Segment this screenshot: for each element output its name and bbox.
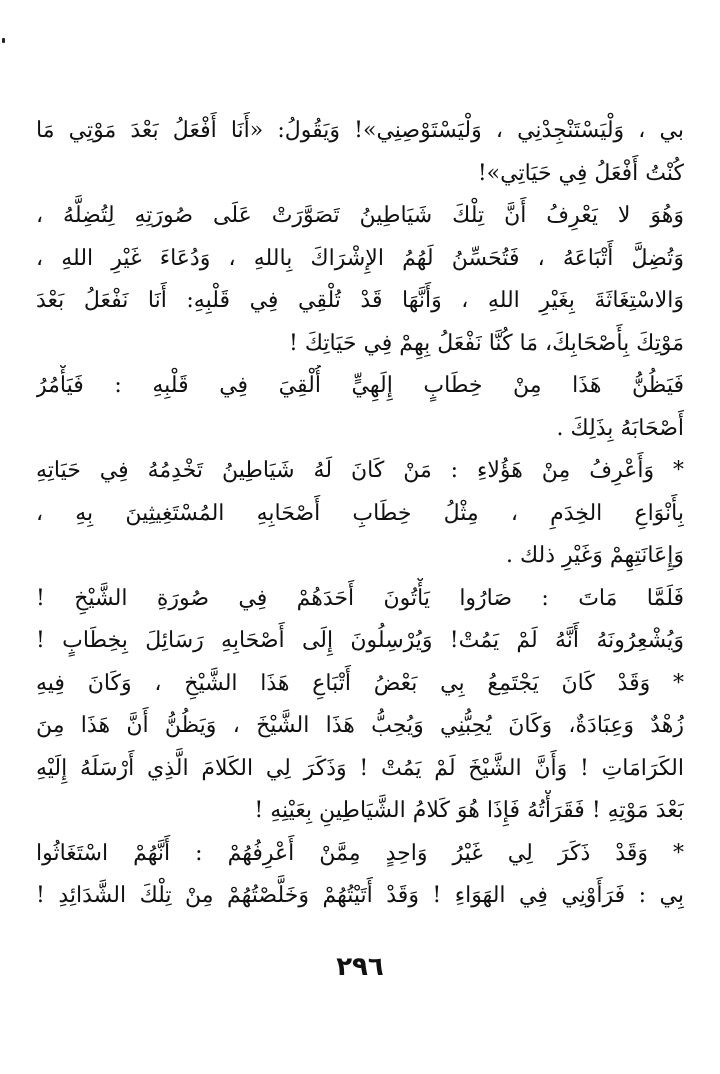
text-line: بي ، وَلْيَسْتَنْجِدْنِي ، وَلْيَسْتَوْصِنِي»! وَيَقُولُ: «أَنَا أَفْعَلُ بَعْدَ مَوْتِي مَا [36, 118, 684, 143]
text-line: أَصْحَابَهُ بِذَلِكَ . [556, 415, 684, 441]
text-line: بِأَنْوَاعِ الخِدَمِ ، مِثْلُ خِطَابِ أَصْحَابِهِ المُسْتَغِيثِينَ بِهِ ، [36, 500, 684, 526]
text-line: وَإِعَانَتِهِمْ وَغَيْرِ ذلك . [505, 543, 684, 568]
text-line: * وَأَعْرِفُ مِنْ هَؤُلاءِ : مَنْ كَانَ لَهُ شَيَاطِينُ تَخْدِمُهُ فِي حَيَاتِهِ [36, 458, 684, 483]
text-line: وَالاسْتِغَاثَةَ بِغَيْرِ اللهِ ، وَأَنَّهَا قَدْ تُلْقِي فِي قَلْبِهِ: أَنَا نَفْعَلُ بَعْدَ [36, 288, 684, 313]
text-line: مَوْتِكَ بِأَصْحَابِكَ، مَا كُنَّا نَفْعَلُ بِهِمْ فِي حَيَاتِكَ ! [289, 330, 684, 356]
text-line: فَيَظُنُّ هَذَا مِنْ خِطَابٍ إِلَهِيٍّ أُلْقِيَ فِي قَلْبِهِ : فَيَأْمُرُ [36, 373, 684, 398]
text-line: * وَقَدْ كَانَ يَجْتَمِعُ بِي بَعْضُ أَتْبَاعِ هَذَا الشَّيْخِ ، وَكَانَ فِيهِ [36, 670, 684, 696]
text-line: وَتُضِلَّ أَتْبَاعَهُ ، فَتُحَسِّنُ لَهُمُ الإِشْرَاكَ بِاللهِ ، وَدُعَاءَ غَيْرِ اللهِ ، [36, 245, 684, 271]
text-line: الكَرَامَاتِ ! وَأَنَّ الشَّيْخَ لَمْ يَمُتْ ! وَذَكَرَ لِي الكَلامَ الَّذِي أَرْسَلَهُ إِلَيْهِ [36, 755, 684, 781]
text-line: زُهْدٌ وَعِبَادَةٌ، وَكَانَ يُحِبُّنِي وَيُحِبُّ هَذَا الشَّيْخَ ، وَيَظُنُّ أَنَّ هَذَا مِنَ [36, 713, 684, 738]
text-line: وَيُشْعِرُونَهُ أَنَّهُ لَمْ يَمُتْ! وَيُرْسِلُونَ إِلَى أَصْحَابِهِ رَسَائِلَ بِخِطَابٍ ! [36, 628, 684, 653]
text-line: بَعْدَ مَوْتِهِ ! فَقَرَأْتُهُ فَإِذَا هُوَ كَلامُ الشَّيَاطِينِ بِعَيْنِهِ ! [254, 798, 684, 823]
text-line: كُنْتُ أَفْعَلُ فِي حَيَاتِي»! [477, 160, 684, 186]
text-line: * وَقَدْ ذَكَرَ لِي غَيْرُ وَاحِدٍ مِمَّنْ أَعْرِفُهُمْ : أَنَّهُمْ اسْتَغَاثُوا [36, 840, 684, 866]
text-line: فَلَمَّا مَاتَ : صَارُوا يَأْتُونَ أَحَدَهُمْ فِي صُورَةِ الشَّيْخِ ! [36, 585, 684, 611]
page-body [36, 110, 684, 918]
text-line: وَهُوَ لا يَعْرِفُ أَنَّ تِلْكَ شَيَاطِينُ تَصَوَّرَتْ عَلَى صُورَتِهِ لِتُضِلَّهُ ، [36, 203, 684, 228]
page-number: ٢٩٦ [336, 952, 384, 982]
text-line: بِي : فَرَأَوْنِي فِي الهَوَاءِ ! وَقَدْ أَتَيْتُهُمْ وَخَلَّصْتُهُمْ مِنْ تِلْكَ الشَّدَائِدِ ! [36, 883, 684, 908]
page-edge-mark [2, 38, 5, 43]
